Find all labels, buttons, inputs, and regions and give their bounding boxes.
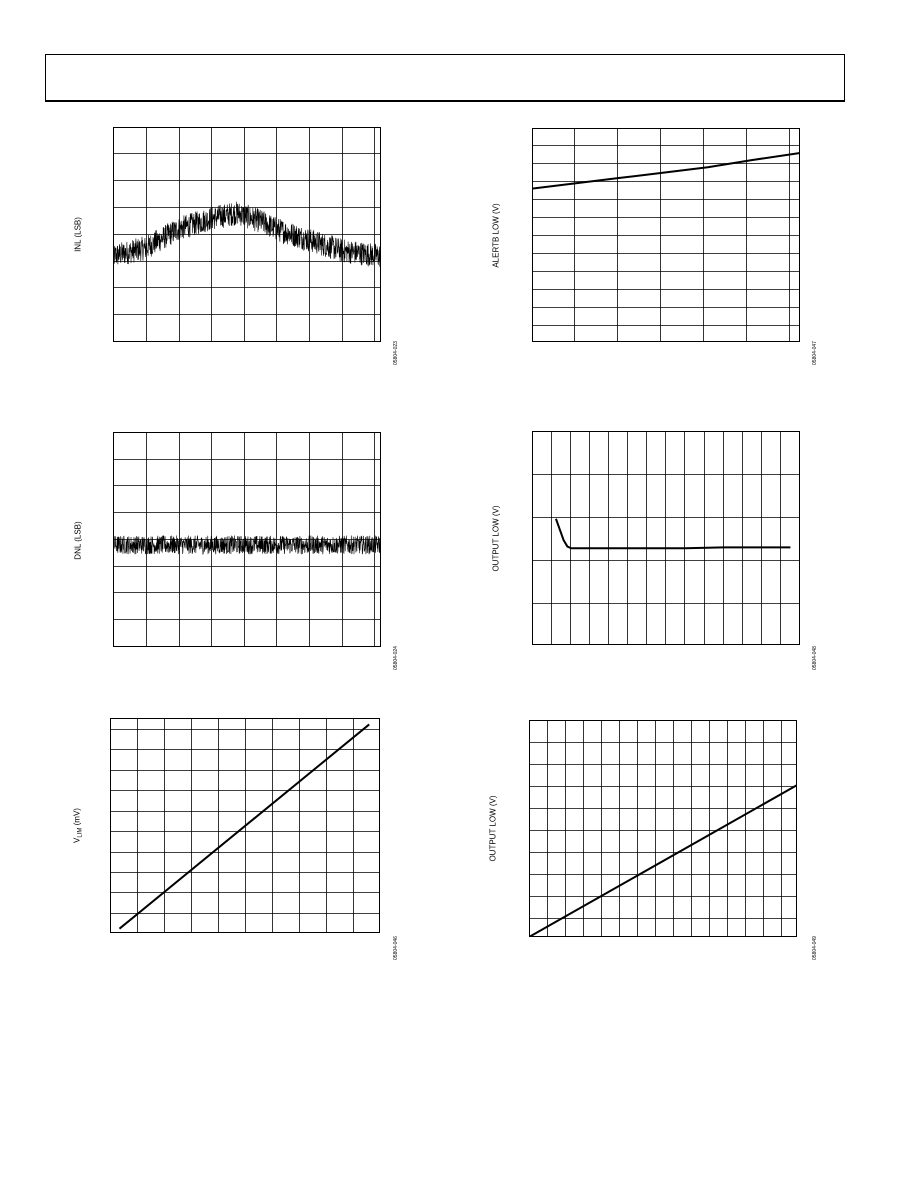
outlow2-series-0-line: [529, 785, 797, 937]
chart-inl: [113, 127, 381, 342]
page-header-box: [45, 54, 845, 102]
vlim-series-0-line: [119, 724, 369, 928]
chart-dnl-figure-id: 05804-024: [393, 646, 399, 670]
chart-output-low-1-plot: [532, 431, 800, 645]
chart-vlim-ylabel-unit: (mV): [72, 808, 82, 828]
chart-vlim-ylabel-sub: LIM: [77, 827, 84, 838]
chart-output-low-2-figure-id: 05804-049: [812, 936, 818, 960]
outlow1-grid: [532, 431, 800, 645]
outlow2-grid: [529, 720, 797, 937]
chart-alertb-figure-id: 05804-047: [812, 341, 818, 365]
chart-inl-ylabel: INL (LSB): [73, 217, 83, 252]
chart-dnl-ylabel: DNL (LSB): [73, 521, 83, 560]
alertb-plot-frame: [533, 129, 800, 342]
chart-vlim-figure-id: 05804-046: [393, 936, 399, 960]
chart-alertb-plot: [532, 128, 800, 342]
chart-vlim-ylabel: [73, 791, 84, 861]
outlow1-plot-frame: [533, 432, 800, 645]
chart-output-low-1-ylabel: OUTPUT LOW (V): [491, 505, 501, 572]
outlow2-plot-frame: [530, 721, 797, 937]
chart-output-low-2: [529, 720, 797, 937]
inl-grid: [113, 127, 381, 342]
chart-vlim-plot: [110, 718, 380, 933]
chart-vlim: [110, 718, 380, 933]
dnl-series-0-trace: [113, 535, 381, 554]
chart-inl-figure-id: 05804-023: [393, 341, 399, 365]
chart-dnl: [113, 432, 381, 647]
chart-output-low-2-plot: [529, 720, 797, 937]
alertb-grid: [532, 128, 800, 342]
chart-output-low-1: [532, 431, 800, 645]
chart-output-low-2-ylabel: OUTPUT LOW (V): [488, 795, 498, 862]
outlow1-series-0-line: [556, 519, 791, 549]
alertb-series-0-line: [532, 153, 800, 189]
chart-vlim-ylabel-main: V: [72, 837, 82, 843]
chart-alertb-ylabel: ALERTB LOW (V): [491, 203, 501, 268]
chart-inl-plot: [113, 127, 381, 342]
chart-dnl-plot: [113, 432, 381, 647]
chart-alertb: [532, 128, 800, 342]
chart-output-low-1-figure-id: 05804-048: [812, 646, 818, 670]
